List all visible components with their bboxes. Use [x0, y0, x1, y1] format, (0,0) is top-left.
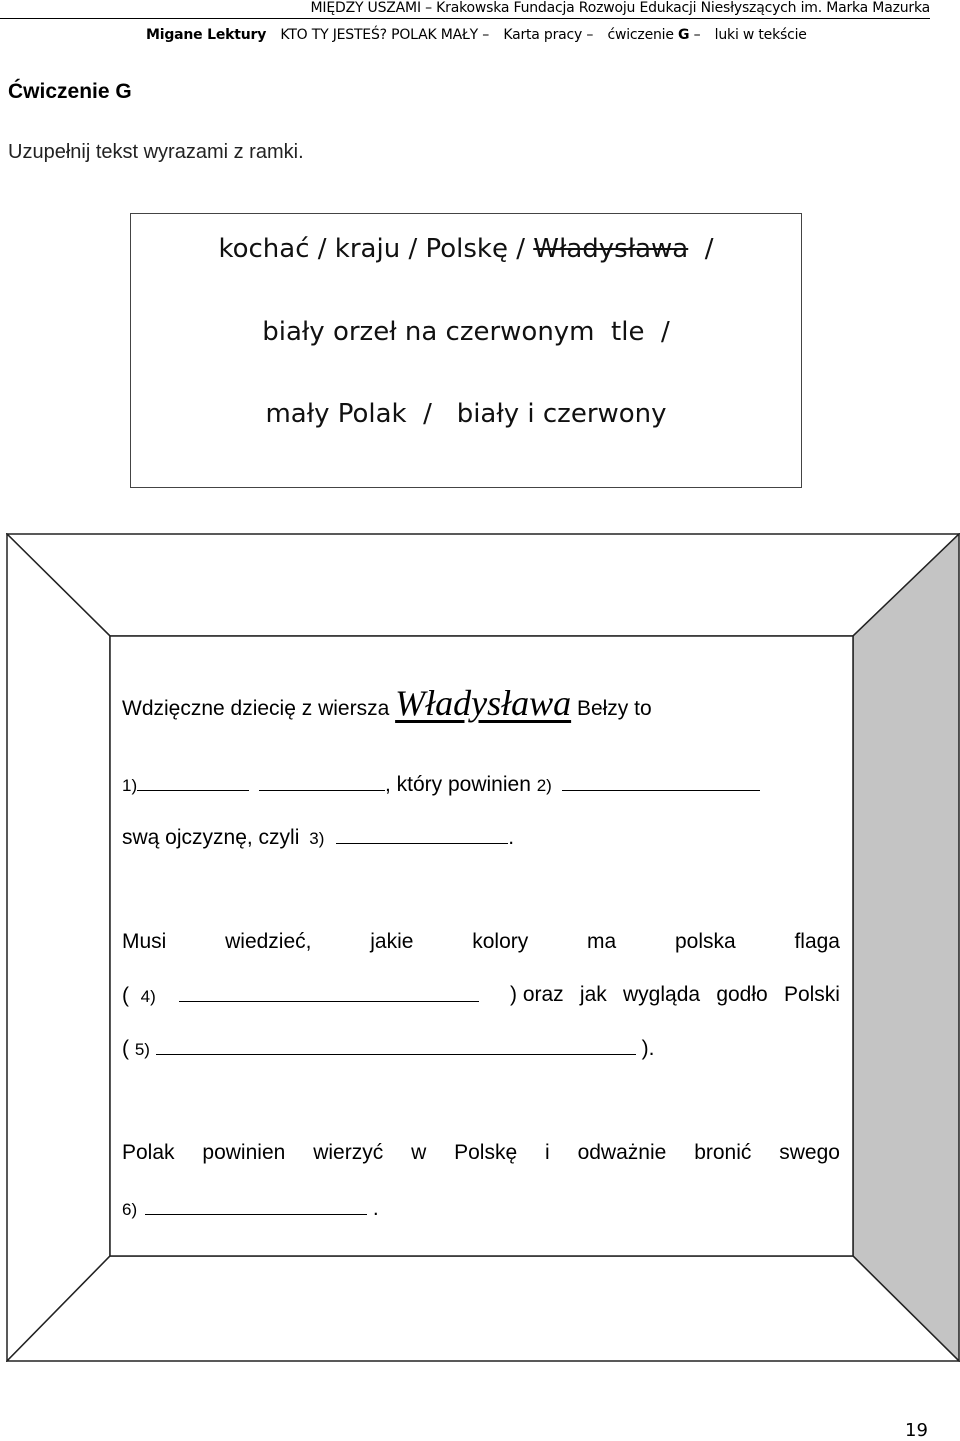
word: jak	[579, 983, 607, 1006]
paragraph-1-line-2	[122, 772, 760, 797]
word: polska	[674, 930, 736, 953]
word: bronić	[694, 1141, 752, 1164]
paragraph-2-line-3	[122, 1036, 654, 1061]
header-subtitle	[146, 27, 807, 43]
text-fragment: ( 4)	[122, 983, 479, 1008]
word-bank-line-2: biały orzeł na czerwonym tle /	[262, 317, 670, 347]
gap-3-blank[interactable]	[336, 825, 508, 844]
exercise-instruction: Uzupełnij tekst wyrazami z ramki.	[8, 141, 304, 163]
gap-4-blank[interactable]	[179, 983, 479, 1002]
word-bank-line-3: mały Polak / biały i czerwony	[265, 399, 667, 429]
paragraph-2-line-2	[122, 983, 840, 1008]
word: w	[411, 1141, 427, 1164]
word: godło	[716, 983, 768, 1006]
paragraph-3-line-1	[122, 1141, 840, 1165]
text-fragment: swą ojczyznę, czyli	[122, 826, 300, 849]
header-exercise-letter: G	[678, 27, 690, 43]
page-number: 19	[905, 1420, 928, 1441]
header-exercise: ćwiczenie	[607, 27, 674, 43]
gap-number-5: 5)	[134, 1040, 150, 1059]
gap-number-2: 2)	[536, 776, 552, 795]
gap-number-6: 6)	[122, 1200, 138, 1219]
paragraph-3-line-2	[122, 1196, 379, 1221]
word: flaga	[794, 930, 840, 953]
word: kolory	[472, 930, 529, 953]
word: wiedzieć,	[225, 930, 312, 953]
word: Musi	[122, 930, 167, 953]
header-sep: –	[693, 27, 701, 43]
word-bank-box	[130, 213, 802, 488]
header-foundation: MIĘDZY USZAMI – Krakowska Fundacja Rozwoju Edukacji Niesłyszących im. Marka Mazurka	[0, 0, 930, 19]
gap-6-blank[interactable]	[145, 1196, 367, 1215]
gap-1-blank-b[interactable]	[259, 772, 385, 791]
header-sep: –	[586, 27, 594, 43]
text-fragment: , który powinien	[384, 773, 531, 796]
gap-number-4: 4)	[140, 987, 156, 1006]
word: i	[545, 1141, 550, 1164]
word: Polski	[783, 983, 840, 1006]
word: jakie	[370, 930, 414, 953]
header-topic: luki w tekście	[714, 27, 807, 43]
word: wygląda	[623, 983, 701, 1006]
word: odważnie	[577, 1141, 667, 1164]
struck-word: Władysława	[533, 234, 689, 264]
exercise-title: Ćwiczenie G	[8, 80, 132, 103]
gap-fill-text	[110, 636, 853, 1256]
gap-number-1: 1)	[122, 776, 138, 795]
text-fragment	[510, 983, 840, 1008]
header-series: Migane Lektury	[146, 27, 267, 43]
word: ma	[587, 930, 617, 953]
paragraph-1-line-1	[122, 682, 652, 724]
word-bank-words: kochać / kraju / Polskę /	[218, 234, 534, 264]
word: powinien	[202, 1141, 286, 1164]
poet-name: Władysława	[395, 683, 572, 723]
word-bank-line-1	[131, 234, 801, 264]
gap-number-3: 3)	[309, 829, 325, 848]
gap-2-blank[interactable]	[562, 772, 760, 791]
word: Polak	[122, 1141, 175, 1164]
text-fragment: Bełzy to	[576, 697, 652, 720]
paragraph-1-line-3	[122, 825, 514, 850]
header-card: Karta pracy	[503, 27, 583, 43]
paragraph-2-line-1	[122, 930, 840, 954]
word-bank-slash: /	[688, 234, 714, 264]
text-fragment: .	[372, 1197, 379, 1220]
text-fragment: ).	[641, 1037, 655, 1060]
gap-5-blank[interactable]	[156, 1036, 636, 1055]
text-fragment: Wdzięczne dziecię z wiersza	[122, 697, 390, 720]
header-book: KTO TY JESTEŚ? POLAK MAŁY	[280, 27, 478, 43]
word: swego	[779, 1141, 840, 1164]
word: ) oraz	[510, 983, 564, 1006]
header-sep: –	[482, 27, 490, 43]
word: Polskę	[454, 1141, 518, 1164]
gap-1-blank[interactable]	[137, 772, 249, 791]
text-fragment: (	[122, 1037, 129, 1060]
text-fragment: .	[508, 826, 515, 849]
word: wierzyć	[313, 1141, 384, 1164]
